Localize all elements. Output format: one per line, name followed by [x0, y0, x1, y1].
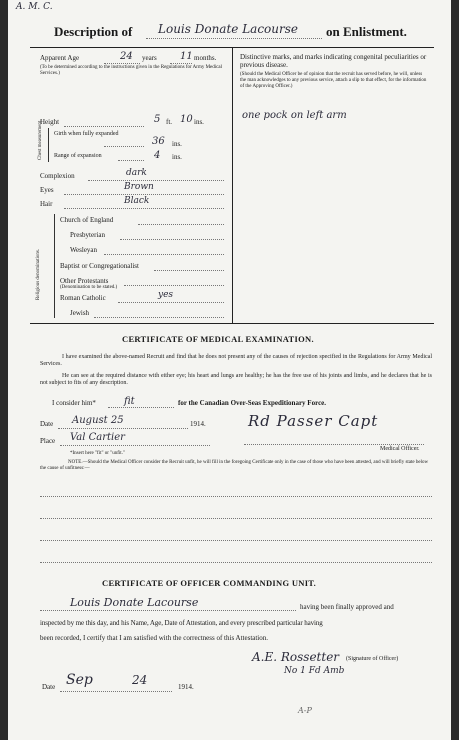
commanding-date-day: 24 — [132, 673, 148, 687]
marks-label: Distinctive marks, and marks indicating congenital peculiarities or previous disease. — [240, 53, 427, 69]
enlistment-form — [8, 0, 451, 740]
eyes-value: Brown — [124, 182, 154, 192]
consider-suffix: for the Canadian Over-Seas Expeditionary Force. — [178, 399, 327, 407]
religion-church-of-england: Church of England — [60, 216, 114, 224]
religion-jewish: Jewish — [70, 309, 90, 317]
unfitness-line-1 — [40, 496, 432, 497]
religion-wesleyan: Wesleyan — [70, 246, 98, 254]
medical-date-label: Date — [40, 420, 54, 428]
commanding-recruit-name: Louis Donate Lacourse — [70, 596, 199, 609]
consider-value: fit — [124, 396, 135, 407]
unit-note: No 1 Fd Amb — [284, 666, 345, 676]
consider-label: I consider him* — [52, 399, 96, 407]
age-years: 24 — [120, 51, 133, 62]
ft-label: ft. — [166, 118, 173, 126]
height-in: 10 — [180, 114, 193, 125]
insert-note: *Insert here "fit" or "unfit." — [70, 451, 125, 456]
unfitness-line-2 — [40, 518, 432, 519]
years-label: years — [142, 54, 157, 62]
range-unit: ins. — [172, 153, 182, 161]
complexion-value: dark — [126, 168, 147, 178]
religion-roman-catholic: Roman Catholic — [60, 294, 106, 302]
height-label: Height — [40, 118, 60, 126]
chest-label: Chest measurement. — [38, 119, 43, 160]
commanding-line-2: inspected by me this day, and his Name, Age, Date of Attestation, and every prescribed particular having — [40, 619, 323, 627]
girth-value: 36 — [152, 136, 165, 147]
hair-value: Black — [124, 196, 150, 206]
girth-label: Girth when fully expanded — [54, 131, 119, 137]
complexion-label: Complexion — [40, 172, 75, 180]
eyes-label: Eyes — [40, 186, 54, 194]
title-suffix: on Enlistment. — [326, 24, 407, 39]
age-note: (To be determined according to the instructions given in the Regulations for Army Medical Services.) — [40, 65, 222, 76]
place-label: Place — [40, 437, 56, 445]
medical-heading: CERTIFICATE OF MEDICAL EXAMINATION. — [122, 334, 314, 344]
commanding-signature: A.E. Rossetter — [252, 650, 340, 664]
commanding-heading: CERTIFICATE OF OFFICER COMMANDING UNIT. — [102, 578, 317, 588]
place-value: Val Cartier — [70, 432, 125, 443]
months-label: months. — [194, 54, 217, 62]
religion-other-protestants: Other Protestants — [60, 277, 109, 285]
marks-value: one pock on left arm — [242, 110, 347, 121]
footer-mark: A-P — [298, 706, 312, 715]
medical-officer-label: Medical Officer. — [380, 446, 420, 452]
apparent-age-label: Apparent Age — [40, 54, 80, 62]
unfitness-line-3 — [40, 540, 432, 541]
religions-label: Religious denominations. — [36, 248, 41, 300]
protestant-note: (Denomination to be stated.) — [60, 285, 118, 290]
corner-note: A. M. C. — [16, 2, 53, 12]
form-title — [54, 24, 132, 40]
ins-label: ins. — [194, 118, 204, 126]
title-prefix: Description of — [54, 24, 133, 39]
recruit-name: Louis Donate Lacourse — [158, 22, 298, 36]
range-value: 4 — [154, 150, 161, 161]
hair-label: Hair — [40, 200, 53, 208]
range-label: Range of expansion — [54, 153, 102, 159]
signature-label: (Signature of Officer) — [346, 656, 399, 662]
medical-date-value: August 25 — [72, 415, 124, 426]
medical-officer-signature: Rd Passer Capt — [248, 412, 379, 430]
commanding-line-1: having been finally approved and — [300, 603, 394, 611]
commanding-date-month: Sep — [66, 672, 93, 688]
catholic-value: yes — [158, 290, 174, 300]
commanding-date-year: 1914. — [178, 683, 194, 691]
girth-unit: ins. — [172, 140, 182, 148]
medical-para-2: He can see at the required distance with either eye; his heart and lungs are healthy; he has the free use of his joints and limbs, and he declares that he is not subject to fits of any description. — [40, 373, 432, 386]
unfitness-line-4 — [40, 562, 432, 563]
medical-date-year: 1914. — [190, 420, 206, 428]
religion-presbyterian: Presbyterian — [70, 231, 105, 239]
medical-para-1: I have examined the above-named Recruit and find that he does not present any of the causes of rejection specified in the Regulations for Army Medical Services. — [40, 354, 432, 367]
commanding-line-3: been recorded, I certify that I am satisfied with the correctness of this Attestation. — [40, 634, 269, 642]
age-months: 11 — [180, 51, 193, 62]
religion-baptist: Baptist or Congregationalist — [60, 262, 139, 270]
commanding-date-label: Date — [42, 683, 56, 691]
unfitness-note: NOTE.—Should the Medical Officer consider the Recruit unfit, he will fill in the foregoing Certificate only in the case of those who have been attested, and will briefly state below the cause of unfitness:— — [40, 460, 429, 471]
marks-note: (Should the Medical Officer be of opinion that the recruit has served before, he will, unless the man acknowledges to any previous service, attach a slip to that effect, for the information of the Approving Officer.) — [240, 72, 427, 89]
height-ft: 5 — [154, 114, 161, 125]
